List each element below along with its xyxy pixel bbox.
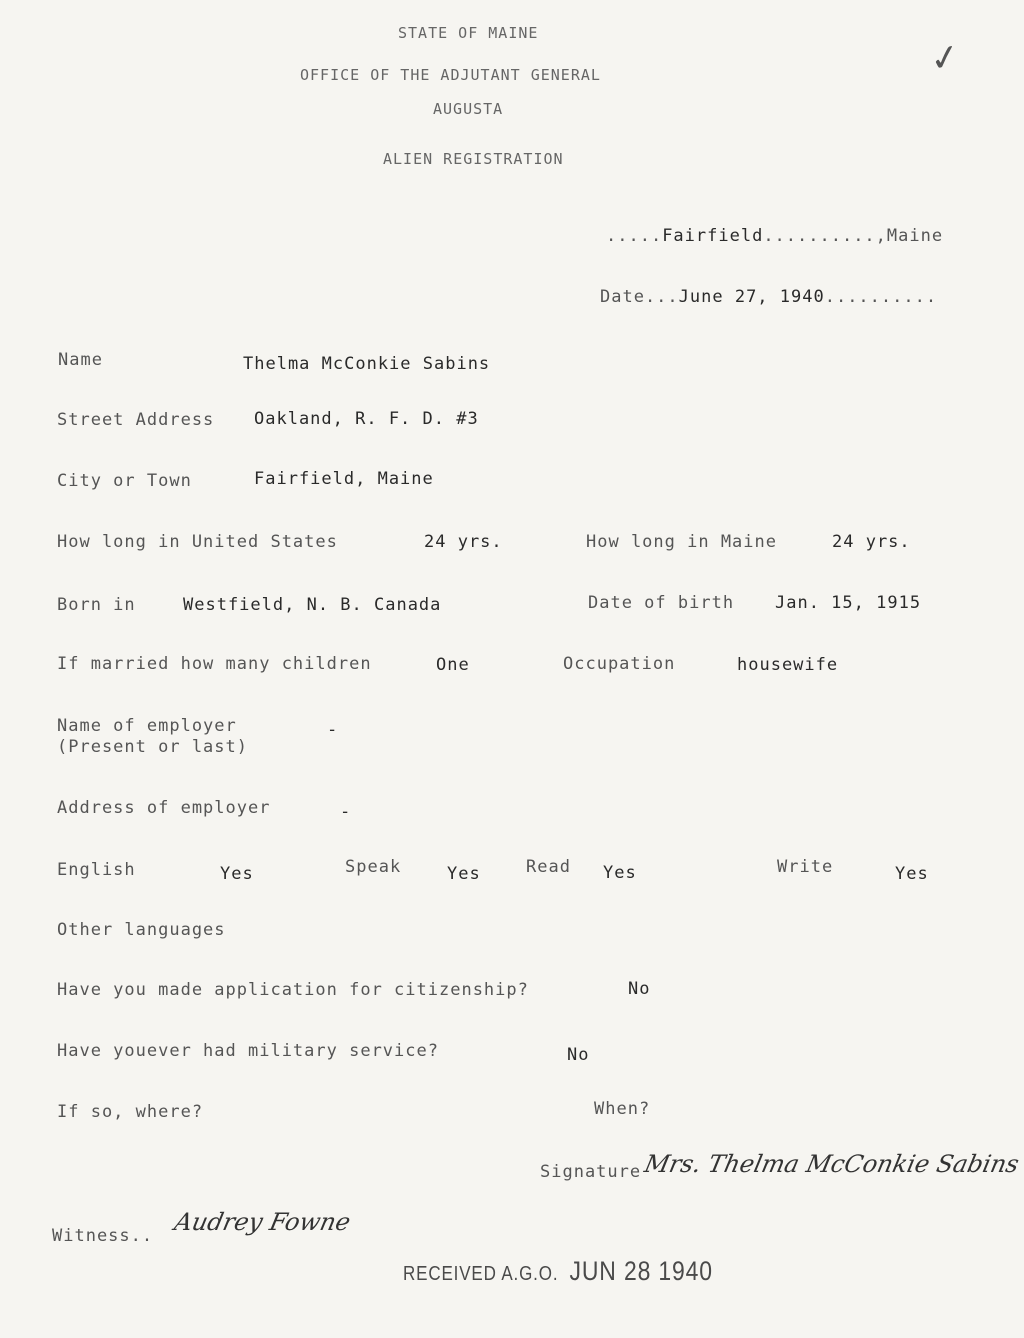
english-value: Yes [220,864,254,884]
date-line [600,287,937,307]
date-of-birth-label: Date of birth [588,593,735,613]
speak-label: Speak [345,857,402,877]
location-dots: .......... [763,226,876,246]
how-long-maine-label: How long in Maine [586,532,777,552]
occupation-label: Occupation [563,654,676,674]
employer-name-label-2: (Present or last) [57,737,248,757]
write-value: Yes [895,864,929,884]
street-label: Street Address [57,410,215,430]
signature-label: Signature [540,1162,642,1182]
street-value: Oakland, R. F. D. #3 [254,409,479,429]
english-label: English [57,860,136,880]
born-in-label: Born in [57,595,136,615]
received-stamp [403,1256,713,1287]
location-prefix: ..... [606,226,663,246]
header-city: AUGUSTA [433,100,504,118]
children-label: If married how many children [57,654,372,674]
how-long-maine-value: 24 yrs. [832,532,911,552]
read-label: Read [526,857,571,877]
check-mark-icon: ✓ [926,35,964,82]
other-languages-label: Other languages [57,920,226,940]
how-long-us-label: How long in United States [57,532,338,552]
witness-label: Witness.. [52,1226,154,1246]
name-value: Thelma McConkie Sabins [243,354,491,374]
employer-name-value: - [327,720,339,740]
citizenship-label: Have you made application for citizenship? [57,980,529,1000]
header-state: STATE OF MAINE [398,24,539,42]
location-town: Fairfield [662,226,764,246]
city-label: City or Town [57,471,192,491]
employer-address-label: Address of employer [57,798,271,818]
where-label: If so, where? [57,1102,204,1122]
header-office: OFFICE OF THE ADJUTANT GENERAL [300,66,601,84]
military-label: Have youever had military service? [57,1041,439,1061]
date-dots: .......... [824,287,938,307]
speak-value: Yes [447,864,481,884]
occupation-value: housewife [737,655,839,675]
write-label: Write [777,857,834,877]
witness-handwriting: Audrey Fowne [172,1208,353,1236]
employer-name-label-1: Name of employer [57,716,237,736]
employer-address-value: - [340,802,352,822]
received-stamp-text: RECEIVED A.G.O. [403,1263,559,1285]
how-long-us-value: 24 yrs. [424,532,503,552]
city-value: Fairfield, Maine [254,469,434,489]
location-line [606,226,943,246]
form-title: ALIEN REGISTRATION [383,150,564,168]
date-value: June 27, 1940 [678,287,825,307]
date-of-birth-value: Jan. 15, 1915 [775,593,922,613]
name-label: Name [58,350,103,370]
military-value: No [567,1045,590,1065]
born-in-value: Westfield, N. B. Canada [183,595,442,615]
received-stamp-date: JUN 28 1940 [569,1256,713,1286]
signature-handwriting: Mrs. Thelma McConkie Sabins [642,1150,1022,1178]
read-value: Yes [603,863,637,883]
citizenship-value: No [628,979,651,999]
location-state: ,Maine [875,226,944,246]
children-value: One [436,655,470,675]
date-label: Date... [600,287,679,307]
when-label: When? [594,1099,651,1119]
